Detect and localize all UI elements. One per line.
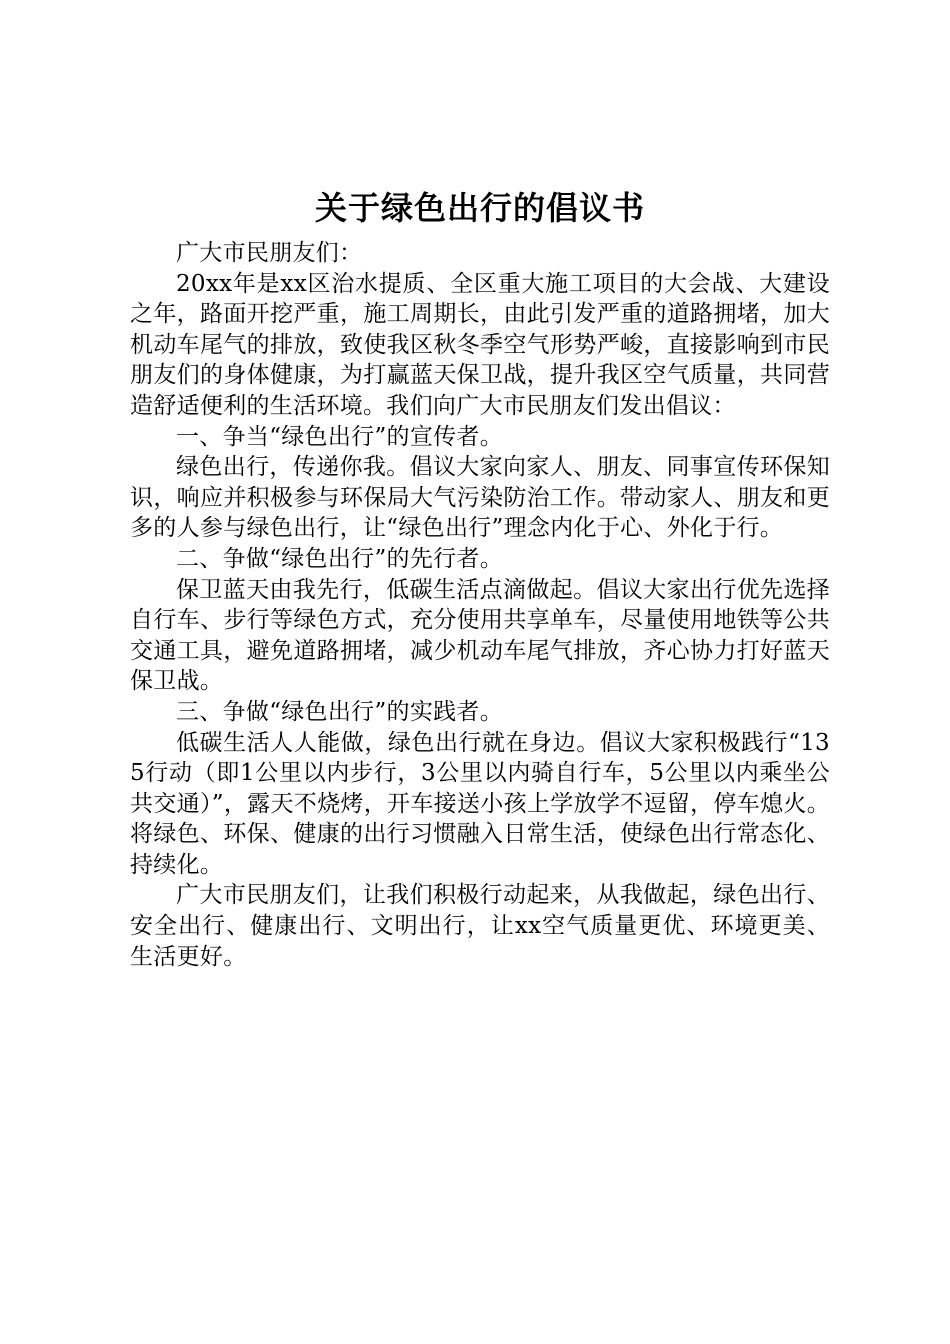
section-heading-3: 三、争做“绿色出行”的实践者。 xyxy=(176,698,504,725)
salutation: 广大市民朋友们： xyxy=(176,240,363,266)
document-title: 关于绿色出行的倡议书 xyxy=(314,189,645,227)
section-heading-2: 二、争做“绿色出行”的先行者。 xyxy=(176,545,504,572)
section-heading-1: 一、争当“绿色出行”的宣传者。 xyxy=(176,423,504,450)
section-body-2: 保卫蓝天由我先行，低碳生活点滴做起。倡议大家出行优先选择自行车、步行等绿色方式，充分使用共享单车，尽量使用地铁等公共交通工具，避免道路拥堵，减少机动车尾气排放，齐心协力打好蓝天保卫战。 xyxy=(130,576,830,695)
document-body xyxy=(130,186,830,972)
section-body-3: 低碳生活人人能做，绿色出行就在身边。倡议大家积极践行“135行动（即1公里以内步行，3公里以内骑自行车，5公里以内乘坐公共交通）”，露天不烧烤，开车接送小孩上学放学不逗留，停车熄火。将绿色、环保、健康的出行习惯融入日常生活，使绿色出行常态化、持续化。 xyxy=(130,729,830,878)
closing-paragraph: 广大市民朋友们，让我们积极行动起来，从我做起，绿色出行、安全出行、健康出行、文明出行，让xx空气质量更优、环境更美、生活更好。 xyxy=(130,882,830,970)
section-body-1: 绿色出行，传递你我。倡议大家向家人、朋友、同事宣传环保知识，响应并积极参与环保局大气污染防治工作。带动家人、朋友和更多的人参与绿色出行，让“绿色出行”理念内化于心、外化于行。 xyxy=(130,454,830,542)
intro-paragraph: 20xx年是xx区治水提质、全区重大施工项目的大会战、大建设之年，路面开挖严重，施工周期长，由此引发严重的道路拥堵，加大机动车尾气的排放，致使我区秋冬季空气形势严峻，直接影响到市民朋友们的身体健康，为打赢蓝天保卫战，提升我区空气质量，共同营造舒适便利的生活环境。我们向广大市民朋友们发出倡议： xyxy=(130,270,830,419)
